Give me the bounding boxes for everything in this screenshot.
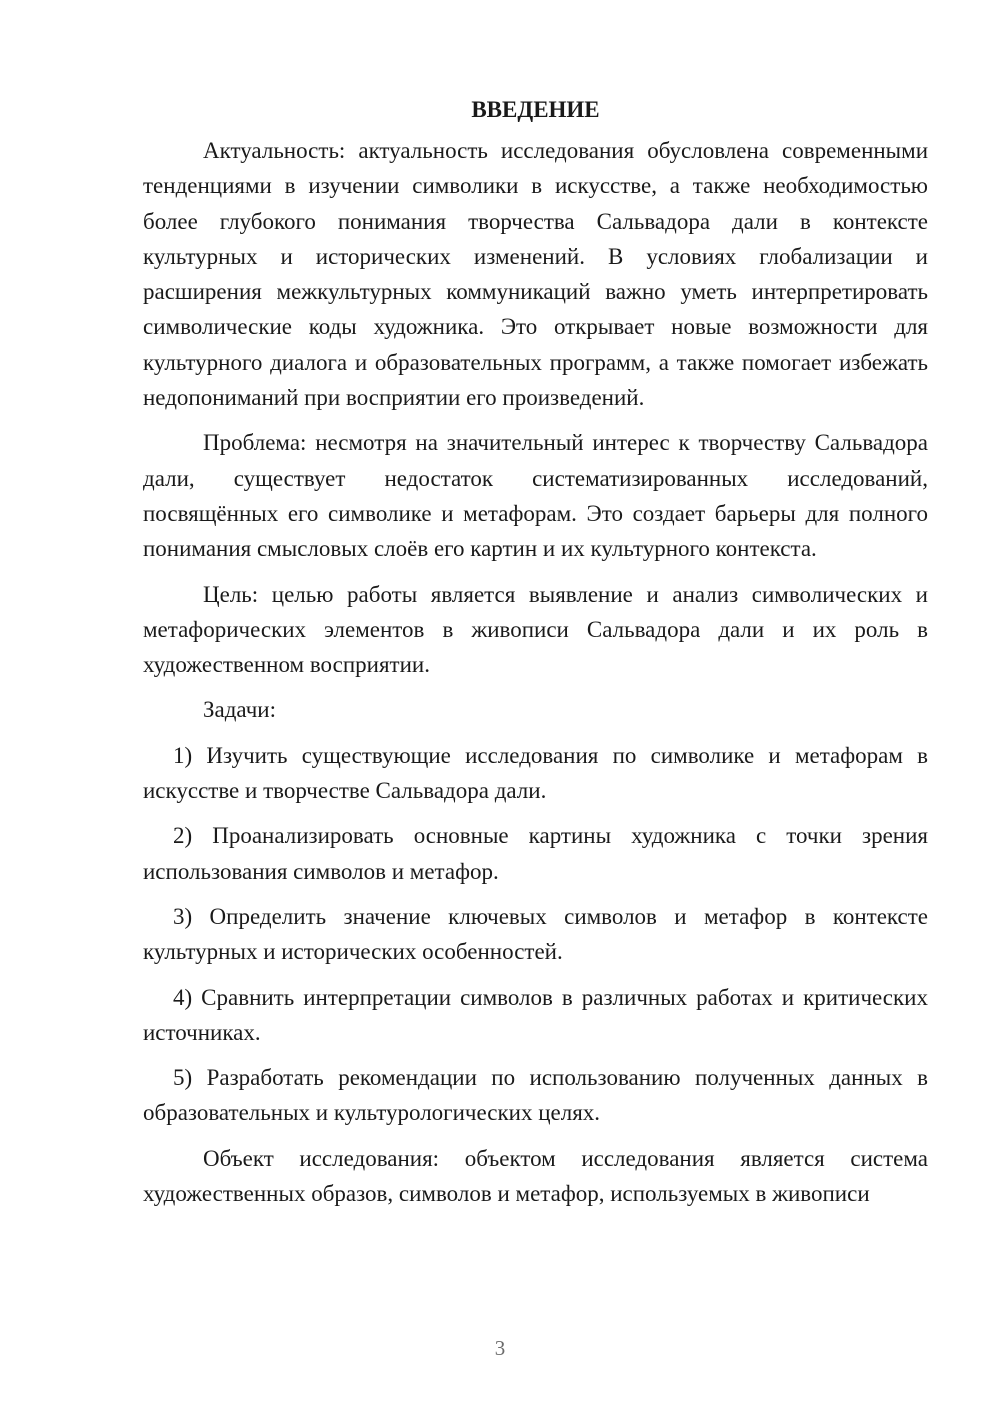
page-number: 3 <box>494 1336 506 1360</box>
section-heading: ВВЕДЕНИЕ <box>471 97 600 122</box>
goal-paragraph: Цель: целью работы является выявление и анализ символических и метафорических элементов в живописи Сальвадора дали и их роль в художественном восприятии. <box>143 581 928 678</box>
tasks-label: Задачи: <box>203 697 276 723</box>
task-item-5: 5) Разработать рекомендации по использованию полученных данных в образовательных и культурологических целях. <box>143 1065 928 1126</box>
problem-paragraph: Проблема: несмотря на значительный интерес к творчеству Сальвадора дали, существует недостаток систематизированных исследований, посвящённых его символике и метафорам. Это создает барьеры для полного понимания смысловых слоёв его картин и их культурного контекста. <box>143 430 928 562</box>
object-paragraph: Объект исследования: объектом исследования является система художественных образов, символов и метафор, используемых в живописи <box>143 1145 928 1207</box>
task-item-4: 4) Сравнить интерпретации символов в различных работах и критических источниках. <box>143 984 928 1045</box>
task-item-1: 1) Изучить существующие исследования по символике и метафорам в искусстве и творчестве Сальвадора дали. <box>143 742 928 804</box>
page-body <box>143 92 928 1221</box>
task-item-3: 3) Определить значение ключевых символов и метафор в контексте культурных и исторических особенностей. <box>143 903 928 965</box>
task-item-2: 2) Проанализировать основные картины художника с точки зрения использования символов и метафор. <box>143 823 928 884</box>
relevance-paragraph: Актуальность: актуальность исследования обусловлена современными тенденциями в изучении символики в искусстве, а также необходимостью более глубокого понимания творчества Сальвадора дали в контексте культурных и исторических изменений. В условиях глобализации и расширения межкультурных коммуникаций важно уметь интерпретировать символические коды художника. Это открывает новые возможности для культурного диалога и образовательных программ, а также помогает избежать недопониманий при восприятии его произведений. <box>143 138 928 411</box>
